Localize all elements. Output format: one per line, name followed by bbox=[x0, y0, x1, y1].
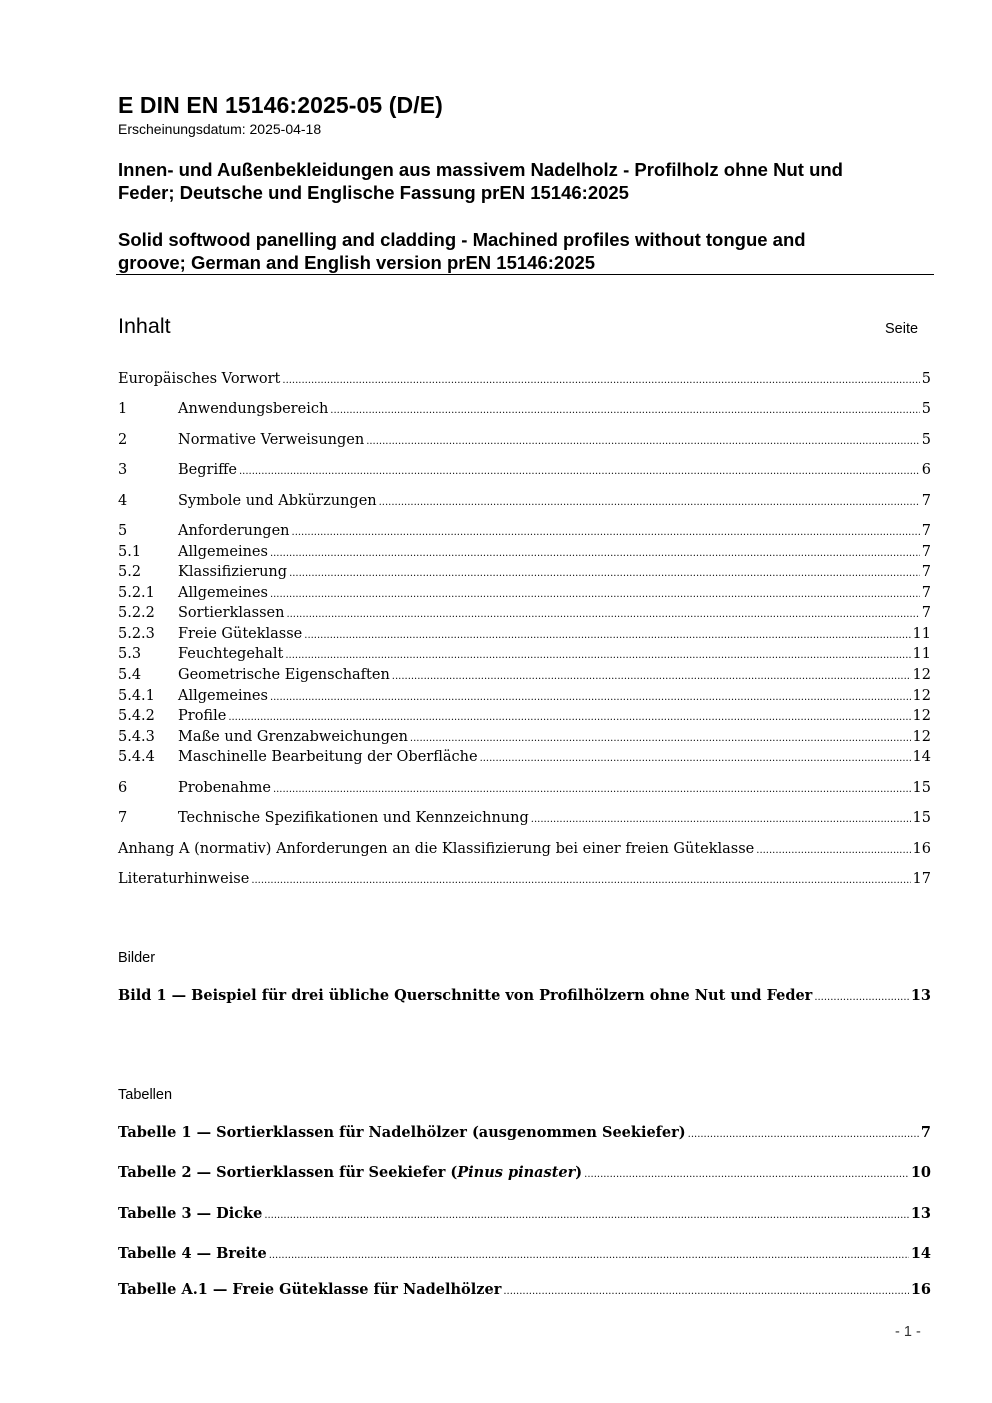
toc-entry-page: 7 bbox=[921, 544, 931, 560]
toc-entry-page: 12 bbox=[912, 708, 931, 724]
toc-entry-page: 15 bbox=[912, 810, 931, 826]
toc-entry-number: 3 bbox=[118, 462, 128, 478]
toc-entry-number: 2 bbox=[118, 432, 128, 448]
toc-leader-dots bbox=[286, 609, 919, 620]
table-entry-label-species: Pinus pinaster bbox=[457, 1164, 576, 1181]
toc-entry-page: 12 bbox=[912, 688, 931, 704]
toc-entry-number: 7 bbox=[118, 810, 128, 826]
toc-entry[interactable] bbox=[118, 749, 931, 769]
toc-leader-dots bbox=[285, 650, 910, 661]
toc-leader-dots bbox=[270, 692, 911, 703]
toc-entry-label: Klassifizierung bbox=[178, 564, 288, 580]
toc-entry-number: 5.4.4 bbox=[118, 749, 155, 765]
tables-heading: Tabellen bbox=[118, 1087, 173, 1103]
toc-entry[interactable] bbox=[118, 493, 931, 513]
toc-entry-page: 5 bbox=[921, 432, 931, 448]
toc-entry[interactable] bbox=[118, 708, 931, 728]
toc-leader-dots bbox=[273, 784, 911, 795]
toc-leader-dots bbox=[228, 712, 910, 723]
toc-entry[interactable] bbox=[118, 605, 931, 625]
toc-entry-label: Normative Verweisungen bbox=[178, 432, 365, 448]
toc-leader-dots bbox=[270, 589, 920, 600]
toc-entry[interactable] bbox=[118, 841, 931, 861]
toc-entry-page: 7 bbox=[921, 564, 931, 580]
title-english-line-2: groove; German and English version prEN 15146:2025 bbox=[118, 252, 596, 273]
toc-entry[interactable] bbox=[118, 871, 931, 891]
toc-entry[interactable] bbox=[118, 810, 931, 830]
toc-entry-number: 6 bbox=[118, 780, 128, 796]
toc-entry[interactable] bbox=[118, 729, 931, 749]
toc-entry-label: Profile bbox=[178, 708, 227, 724]
page-number: - 1 - bbox=[895, 1324, 921, 1340]
title-german-line-2: Feder; Deutsche und Englische Fassung prEN 15146:2025 bbox=[118, 182, 629, 203]
toc-entry-page: 5 bbox=[921, 371, 931, 387]
toc-leader-dots bbox=[366, 436, 920, 447]
toc-entry-page: 7 bbox=[921, 605, 931, 621]
table-entry-page: 14 bbox=[910, 1245, 931, 1262]
title-english-line-1: Solid softwood panelling and cladding - Machined profiles without tongue and bbox=[118, 229, 806, 250]
toc-entry-number: 1 bbox=[118, 401, 128, 417]
table-entry-label bbox=[118, 1164, 582, 1181]
toc-entry[interactable] bbox=[118, 462, 931, 482]
toc-entry-number: 5.2.2 bbox=[118, 605, 155, 621]
toc-entry-number: 5.4.3 bbox=[118, 729, 155, 745]
toc-entry-page: 17 bbox=[912, 871, 931, 887]
toc-entry-page: 11 bbox=[912, 646, 931, 662]
toc-leader-dots bbox=[688, 1129, 919, 1140]
toc-entry-label: Maschinelle Bearbeitung der Oberfläche bbox=[178, 749, 478, 765]
toc-entry-page: 15 bbox=[912, 780, 931, 796]
toc-entry[interactable] bbox=[118, 688, 931, 708]
toc-entry-label: Anhang A (normativ) Anforderungen an die Klassifizierung bei einer freien Güteklasse bbox=[118, 841, 755, 857]
toc-entry-page: 16 bbox=[912, 841, 931, 857]
toc-entry[interactable] bbox=[118, 780, 931, 800]
toc-entry[interactable] bbox=[118, 371, 931, 391]
toc-entry-page: 5 bbox=[921, 401, 931, 417]
toc-leader-dots bbox=[269, 1250, 909, 1261]
toc-entry-page: 12 bbox=[912, 667, 931, 683]
table-entry[interactable] bbox=[118, 1245, 931, 1265]
table-entry-label: Tabelle 3 — Dicke bbox=[118, 1205, 263, 1222]
toc-entry-page: 11 bbox=[912, 626, 931, 642]
toc-entry-label: Anwendungsbereich bbox=[178, 401, 329, 417]
toc-entry[interactable] bbox=[118, 646, 931, 666]
toc-entry-page: 7 bbox=[921, 523, 931, 539]
toc-entry-label: Literaturhinweise bbox=[118, 871, 250, 887]
toc-entry-label: Maße und Grenzabweichungen bbox=[178, 729, 408, 745]
toc-entry-page: 7 bbox=[921, 493, 931, 509]
toc-entry-number: 5.4 bbox=[118, 667, 142, 683]
figure-entry[interactable] bbox=[118, 987, 931, 1007]
toc-entry-label: Allgemeines bbox=[178, 688, 268, 704]
toc-entry-number: 5.4.2 bbox=[118, 708, 155, 724]
document-id: E DIN EN 15146:2025-05 (D/E) bbox=[118, 92, 443, 118]
toc-entry[interactable] bbox=[118, 667, 931, 687]
toc-entry-number: 5 bbox=[118, 523, 128, 539]
toc-entry-number: 5.1 bbox=[118, 544, 142, 560]
toc-page-column-label: Seite bbox=[885, 321, 919, 337]
toc-entry-number: 5.4.1 bbox=[118, 688, 155, 704]
toc-entry[interactable] bbox=[118, 432, 931, 452]
table-entry-label-suffix: ) bbox=[575, 1164, 583, 1181]
toc-entry[interactable] bbox=[118, 585, 931, 605]
table-entry-page: 7 bbox=[920, 1124, 931, 1141]
toc-leader-dots bbox=[239, 466, 920, 477]
toc-leader-dots bbox=[292, 527, 920, 538]
toc-entry-label: Technische Spezifikationen und Kennzeichnung bbox=[178, 810, 529, 826]
table-entry-page: 16 bbox=[910, 1281, 931, 1298]
toc-entry[interactable] bbox=[118, 564, 931, 584]
toc-leader-dots bbox=[503, 1286, 908, 1297]
toc-entry-number: 5.3 bbox=[118, 646, 142, 662]
toc-entry-label: Freie Güteklasse bbox=[178, 626, 303, 642]
toc-entry-label: Anforderungen bbox=[178, 523, 290, 539]
table-entry[interactable] bbox=[118, 1281, 931, 1301]
toc-entry[interactable] bbox=[118, 544, 931, 564]
toc-leader-dots bbox=[584, 1169, 909, 1180]
toc-leader-dots bbox=[392, 671, 911, 682]
title-german-line-1: Innen- und Außenbekleidungen aus massivem Nadelholz - Profilholz ohne Nut und bbox=[118, 159, 843, 180]
toc-entry-label: Begriffe bbox=[178, 462, 237, 478]
figure-entry-label: Bild 1 — Beispiel für drei übliche Querschnitte von Profilhölzern ohne Nut und Feder bbox=[118, 987, 813, 1004]
toc-leader-dots bbox=[251, 875, 910, 886]
toc-entry-number: 5.2.3 bbox=[118, 626, 155, 642]
toc-entry[interactable] bbox=[118, 401, 931, 421]
publication-date: Erscheinungsdatum: 2025-04-18 bbox=[118, 121, 322, 137]
toc-entry-number: 5.2.1 bbox=[118, 585, 155, 601]
table-entry[interactable] bbox=[118, 1124, 931, 1144]
table-entry-label-prefix: Tabelle 2 — Sortierklassen für Seekiefer ( bbox=[118, 1164, 458, 1181]
table-entry-page: 10 bbox=[910, 1164, 931, 1181]
toc-entry-label: Allgemeines bbox=[178, 585, 268, 601]
title-german bbox=[118, 158, 938, 204]
toc-leader-dots bbox=[264, 1210, 908, 1221]
toc-entry-label: Feuchtegehalt bbox=[178, 646, 284, 662]
toc-entry-page: 7 bbox=[921, 585, 931, 601]
toc-leader-dots bbox=[379, 497, 920, 508]
toc-leader-dots bbox=[410, 733, 911, 744]
title-english bbox=[118, 228, 938, 274]
toc-entry-label: Allgemeines bbox=[178, 544, 268, 560]
figure-entry-page: 13 bbox=[910, 987, 931, 1004]
toc-leader-dots bbox=[330, 405, 919, 416]
toc-entry-label: Geometrische Eigenschaften bbox=[178, 667, 390, 683]
toc-entry-label: Sortierklassen bbox=[178, 605, 285, 621]
toc-entry-label: Symbole und Abkürzungen bbox=[178, 493, 377, 509]
table-entry[interactable] bbox=[118, 1164, 931, 1184]
toc-entry-label: Europäisches Vorwort bbox=[118, 371, 281, 387]
toc-leader-dots bbox=[814, 992, 908, 1003]
toc-entry[interactable] bbox=[118, 523, 931, 543]
toc-entry-number: 5.2 bbox=[118, 564, 142, 580]
toc-leader-dots bbox=[304, 630, 910, 641]
table-entry-page: 13 bbox=[910, 1205, 931, 1222]
toc-entry-label: Probenahme bbox=[178, 780, 271, 796]
table-entry-label: Tabelle A.1 — Freie Güteklasse für Nadelhölzer bbox=[118, 1281, 502, 1298]
toc-entry-number: 4 bbox=[118, 493, 128, 509]
table-entry-label: Tabelle 1 — Sortierklassen für Nadelhölzer (ausgenommen Seekiefer) bbox=[118, 1124, 686, 1141]
toc-entry-page: 6 bbox=[921, 462, 931, 478]
title-divider bbox=[116, 274, 934, 275]
toc-leader-dots bbox=[270, 548, 920, 559]
figures-heading: Bilder bbox=[118, 950, 156, 966]
toc-entry[interactable] bbox=[118, 626, 931, 646]
toc-leader-dots bbox=[531, 814, 911, 825]
table-entry[interactable] bbox=[118, 1205, 931, 1225]
toc-leader-dots bbox=[282, 375, 919, 386]
toc-entry-page: 12 bbox=[912, 729, 931, 745]
toc-leader-dots bbox=[289, 568, 920, 579]
toc-heading: Inhalt bbox=[118, 314, 171, 338]
toc-leader-dots bbox=[480, 753, 911, 764]
toc-entry-page: 14 bbox=[912, 749, 931, 765]
table-entry-label: Tabelle 4 — Breite bbox=[118, 1245, 267, 1262]
toc-leader-dots bbox=[756, 845, 910, 856]
